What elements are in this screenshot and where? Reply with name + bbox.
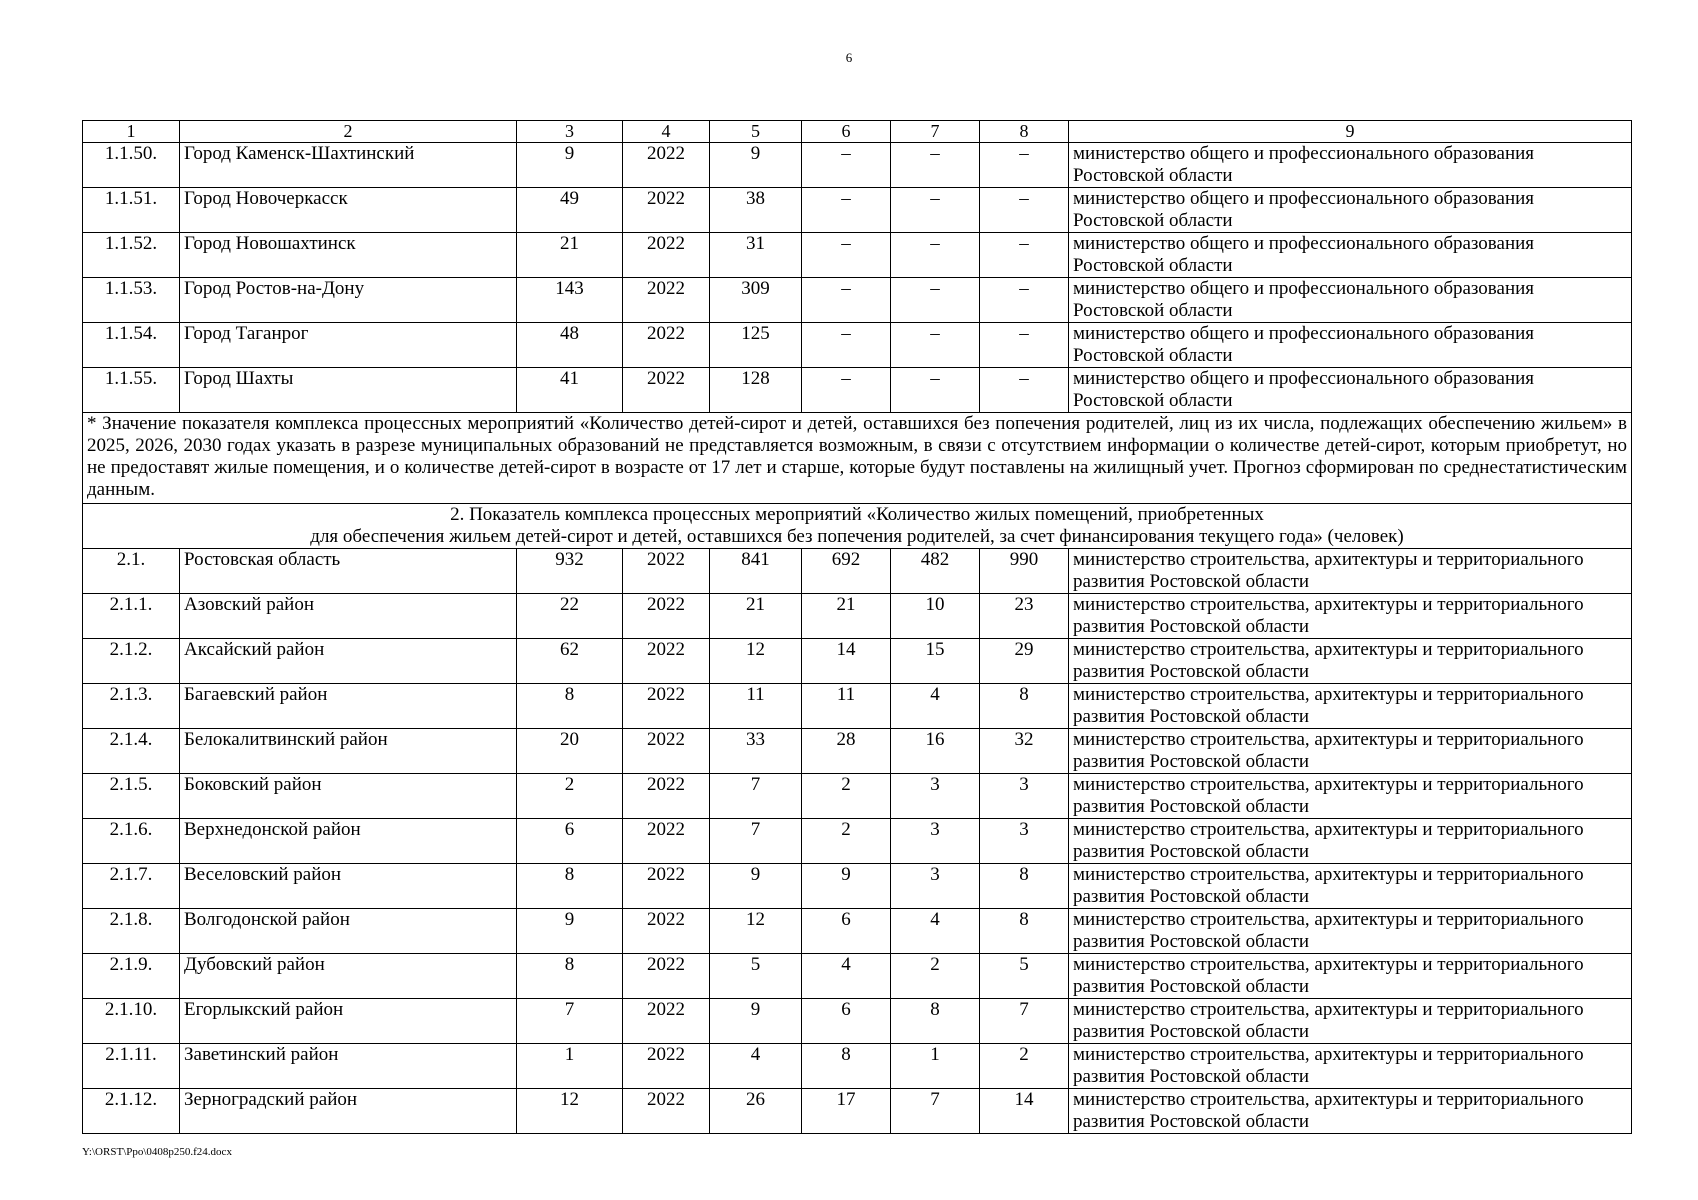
column-number: 1 [83,121,180,143]
row-code: 2.1.3. [83,684,180,729]
value-col-8: 23 [980,594,1069,639]
table-row [83,1089,1632,1134]
value-col-5: 31 [710,233,802,278]
value-col-6: 2 [802,819,891,864]
row-code: 1.1.55. [83,368,180,413]
base-value: 932 [517,549,623,594]
value-col-5: 9 [710,999,802,1044]
row-name: Город Таганрог [180,323,517,368]
value-col-7: 15 [891,639,980,684]
base-year: 2022 [623,954,710,999]
base-year: 2022 [623,594,710,639]
value-col-6: 6 [802,999,891,1044]
responsible-line-1: министерство общего и профессионального образования [1073,188,1535,209]
table-row [83,954,1632,999]
row-code: 1.1.52. [83,233,180,278]
value-col-5: 4 [710,1044,802,1089]
value-col-5: 125 [710,323,802,368]
responsible-line-2: развития Ростовской области [1073,616,1310,637]
value-col-8: 14 [980,1089,1069,1134]
base-year: 2022 [623,639,710,684]
value-col-5: 33 [710,729,802,774]
row-code: 2.1.2. [83,639,180,684]
row-name: Город Новошахтинск [180,233,517,278]
responsible-line-1: министерство общего и профессионального образования [1073,368,1535,389]
value-col-6: 692 [802,549,891,594]
table-row [83,909,1632,954]
value-col-7: 7 [891,1089,980,1134]
value-col-7: – [891,323,980,368]
responsible-line-2: развития Ростовской области [1073,1111,1310,1132]
base-year: 2022 [623,729,710,774]
row-name: Город Ростов-на-Дону [180,278,517,323]
responsible-line-2: Ростовской области [1073,390,1233,411]
responsible-line-2: развития Ростовской области [1073,841,1310,862]
responsible-body [1069,1089,1632,1134]
value-col-6: 6 [802,909,891,954]
base-year: 2022 [623,323,710,368]
column-number-row [83,121,1632,143]
value-col-6: – [802,188,891,233]
base-year: 2022 [623,278,710,323]
value-col-5: 11 [710,684,802,729]
table-row [83,639,1632,684]
value-col-6: 4 [802,954,891,999]
value-col-6: – [802,233,891,278]
responsible-line-1: министерство строительства, архитектуры и территориального [1073,819,1584,840]
base-value: 8 [517,954,623,999]
row-name: Заветинский район [180,1044,517,1089]
value-col-8: 32 [980,729,1069,774]
value-col-8: – [980,188,1069,233]
row-code: 2.1. [83,549,180,594]
value-col-8: – [980,323,1069,368]
responsible-body [1069,909,1632,954]
base-value: 49 [517,188,623,233]
value-col-7: 3 [891,819,980,864]
responsible-line-2: развития Ростовской области [1073,571,1310,592]
responsible-line-1: министерство общего и профессионального образования [1073,323,1535,344]
value-col-7: – [891,233,980,278]
responsible-line-2: развития Ростовской области [1073,751,1310,772]
responsible-body [1069,954,1632,999]
section-title [83,504,1632,549]
responsible-line-2: Ростовской области [1073,255,1233,276]
value-col-7: 16 [891,729,980,774]
base-year: 2022 [623,188,710,233]
responsible-line-2: развития Ростовской области [1073,1021,1310,1042]
file-path-footer: Y:\ORST\Ppo\0408p250.f24.docx [82,1146,232,1158]
value-col-8: 8 [980,909,1069,954]
base-year: 2022 [623,774,710,819]
row-name: Боковский район [180,774,517,819]
row-code: 2.1.8. [83,909,180,954]
table-row [83,368,1632,413]
row-code: 2.1.1. [83,594,180,639]
table-row [83,594,1632,639]
value-col-8: – [980,143,1069,188]
row-code: 2.1.6. [83,819,180,864]
base-year: 2022 [623,549,710,594]
value-col-6: 8 [802,1044,891,1089]
value-col-8: 2 [980,1044,1069,1089]
value-col-7: 4 [891,684,980,729]
value-col-7: 8 [891,999,980,1044]
value-col-6: 11 [802,684,891,729]
base-value: 12 [517,1089,623,1134]
value-col-8: – [980,233,1069,278]
row-name: Зерноградский район [180,1089,517,1134]
value-col-8: 8 [980,864,1069,909]
row-code: 2.1.9. [83,954,180,999]
row-code: 1.1.54. [83,323,180,368]
responsible-body [1069,278,1632,323]
row-code: 1.1.53. [83,278,180,323]
value-col-7: 3 [891,774,980,819]
responsible-body [1069,549,1632,594]
value-col-6: 28 [802,729,891,774]
responsible-body [1069,233,1632,278]
table-row [83,233,1632,278]
responsible-line-2: развития Ростовской области [1073,886,1310,907]
value-col-7: 4 [891,909,980,954]
responsible-body [1069,1044,1632,1089]
value-col-6: – [802,368,891,413]
responsible-line-1: министерство строительства, архитектуры и территориального [1073,1044,1584,1065]
column-number: 3 [517,121,623,143]
value-col-7: – [891,278,980,323]
base-year: 2022 [623,368,710,413]
row-code: 2.1.7. [83,864,180,909]
responsible-line-1: министерство строительства, архитектуры и территориального [1073,999,1584,1020]
responsible-body [1069,819,1632,864]
responsible-line-2: Ростовской области [1073,165,1233,186]
responsible-body [1069,999,1632,1044]
base-value: 143 [517,278,623,323]
row-name: Город Новочеркасск [180,188,517,233]
base-year: 2022 [623,143,710,188]
row-code: 2.1.5. [83,774,180,819]
responsible-body [1069,774,1632,819]
base-value: 2 [517,774,623,819]
value-col-5: 12 [710,909,802,954]
row-name: Город Каменск-Шахтинский [180,143,517,188]
responsible-line-1: министерство строительства, архитектуры и территориального [1073,1089,1584,1110]
base-value: 9 [517,909,623,954]
table-row [83,1044,1632,1089]
value-col-8: 5 [980,954,1069,999]
value-col-5: 21 [710,594,802,639]
responsible-body [1069,594,1632,639]
responsible-body [1069,684,1632,729]
value-col-7: – [891,188,980,233]
table-row [83,549,1632,594]
value-col-5: 12 [710,639,802,684]
table-row [83,999,1632,1044]
responsible-body [1069,368,1632,413]
table-row [83,729,1632,774]
responsible-line-2: Ростовской области [1073,210,1233,231]
value-col-5: 5 [710,954,802,999]
table-row [83,819,1632,864]
section-header-row [83,504,1632,549]
value-col-6: 21 [802,594,891,639]
base-value: 20 [517,729,623,774]
row-code: 2.1.11. [83,1044,180,1089]
responsible-line-2: Ростовской области [1073,300,1233,321]
table-row [83,323,1632,368]
row-code: 2.1.10. [83,999,180,1044]
value-col-6: – [802,323,891,368]
row-name: Город Шахты [180,368,517,413]
value-col-8: 3 [980,774,1069,819]
base-year: 2022 [623,864,710,909]
value-col-5: 7 [710,819,802,864]
value-col-7: 1 [891,1044,980,1089]
value-col-5: 309 [710,278,802,323]
base-value: 21 [517,233,623,278]
value-col-6: 2 [802,774,891,819]
column-number: 9 [1069,121,1632,143]
base-value: 41 [517,368,623,413]
responsible-line-1: министерство общего и профессионального образования [1073,278,1535,299]
responsible-body [1069,864,1632,909]
value-col-7: – [891,143,980,188]
base-value: 8 [517,864,623,909]
responsible-line-2: развития Ростовской области [1073,706,1310,727]
base-year: 2022 [623,684,710,729]
responsible-body [1069,729,1632,774]
column-number: 5 [710,121,802,143]
page-number: 6 [845,50,853,65]
value-col-8: – [980,368,1069,413]
column-number: 7 [891,121,980,143]
table-body [83,121,1632,1134]
responsible-line-1: министерство строительства, архитектуры и территориального [1073,774,1584,795]
responsible-line-2: развития Ростовской области [1073,1066,1310,1087]
table-row [83,143,1632,188]
row-name: Веселовский район [180,864,517,909]
row-name: Дубовский район [180,954,517,999]
base-year: 2022 [623,819,710,864]
responsible-line-2: развития Ростовской области [1073,796,1310,817]
table-row [83,864,1632,909]
row-name: Белокалитвинский район [180,729,517,774]
row-code: 2.1.12. [83,1089,180,1134]
base-value: 6 [517,819,623,864]
responsible-line-1: министерство строительства, архитектуры и территориального [1073,864,1584,885]
row-name: Егорлыкский район [180,999,517,1044]
base-year: 2022 [623,233,710,278]
value-col-7: 3 [891,864,980,909]
base-year: 2022 [623,1044,710,1089]
row-name: Ростовская область [180,549,517,594]
indicator-table [82,120,1632,1134]
value-col-6: 9 [802,864,891,909]
value-col-5: 9 [710,864,802,909]
value-col-5: 7 [710,774,802,819]
value-col-7: – [891,368,980,413]
row-name: Аксайский район [180,639,517,684]
responsible-line-1: министерство строительства, архитектуры и территориального [1073,954,1584,975]
column-number: 4 [623,121,710,143]
base-value: 1 [517,1044,623,1089]
value-col-5: 841 [710,549,802,594]
base-value: 48 [517,323,623,368]
value-col-8: – [980,278,1069,323]
value-col-6: 17 [802,1089,891,1134]
responsible-line-1: министерство строительства, архитектуры и территориального [1073,549,1584,570]
responsible-body [1069,639,1632,684]
responsible-body [1069,323,1632,368]
row-name: Азовский район [180,594,517,639]
value-col-8: 29 [980,639,1069,684]
row-code: 2.1.4. [83,729,180,774]
table-row [83,684,1632,729]
value-col-7: 482 [891,549,980,594]
value-col-8: 8 [980,684,1069,729]
base-year: 2022 [623,909,710,954]
value-col-6: – [802,143,891,188]
value-col-5: 9 [710,143,802,188]
value-col-7: 2 [891,954,980,999]
base-value: 8 [517,684,623,729]
base-value: 9 [517,143,623,188]
column-number: 6 [802,121,891,143]
table-row [83,774,1632,819]
responsible-body [1069,143,1632,188]
responsible-line-2: развития Ростовской области [1073,931,1310,952]
value-col-8: 990 [980,549,1069,594]
footnote: * Значение показателя комплекса процессных мероприятий «Количество детей-сирот и детей, оставшихся без попечения родителей, лиц из их числа, подлежащих обеспечению жильем» в 2025, 2026, 2030 годах указать в разрезе муниципальных образований не представляется возможным, в связи с отсутствием информации о количестве детей-сирот, которым приобретут, но не предоставят жилые помещения, и о количестве детей-сирот в возрасте от 17 лет и старше, которые будут поставлены на жилищный учет. Прогноз сформирован по среднестатистическим данным. [83,413,1632,504]
table-row [83,278,1632,323]
base-value: 22 [517,594,623,639]
responsible-line-1: министерство общего и профессионального образования [1073,143,1535,164]
base-year: 2022 [623,1089,710,1134]
responsible-line-2: развития Ростовской области [1073,661,1310,682]
base-year: 2022 [623,999,710,1044]
base-value: 7 [517,999,623,1044]
row-name: Волгодонской район [180,909,517,954]
footnote-row [83,413,1632,504]
row-name: Верхнедонской район [180,819,517,864]
responsible-line-1: министерство строительства, архитектуры и территориального [1073,639,1584,660]
value-col-6: 14 [802,639,891,684]
responsible-line-1: министерство строительства, архитектуры и территориального [1073,684,1584,705]
value-col-8: 3 [980,819,1069,864]
responsible-line-1: министерство строительства, архитектуры и территориального [1073,729,1584,750]
row-code: 1.1.51. [83,188,180,233]
value-col-6: – [802,278,891,323]
value-col-5: 26 [710,1089,802,1134]
value-col-5: 128 [710,368,802,413]
value-col-7: 10 [891,594,980,639]
row-name: Багаевский район [180,684,517,729]
responsible-line-2: развития Ростовской области [1073,976,1310,997]
responsible-line-2: Ростовской области [1073,345,1233,366]
row-code: 1.1.50. [83,143,180,188]
section-title-line-2: для обеспечения жильем детей-сирот и детей, оставшихся без попечения родителей, за счет финансирования текущего года» (человек) [310,526,1404,547]
value-col-5: 38 [710,188,802,233]
responsible-line-1: министерство общего и профессионального образования [1073,233,1535,254]
column-number: 8 [980,121,1069,143]
value-col-8: 7 [980,999,1069,1044]
responsible-line-1: министерство строительства, архитектуры и территориального [1073,909,1584,930]
responsible-line-1: министерство строительства, архитектуры и территориального [1073,594,1584,615]
base-value: 62 [517,639,623,684]
section-title-line-1: 2. Показатель комплекса процессных мероприятий «Количество жилых помещений, приобретенных [450,504,1264,525]
column-number: 2 [180,121,517,143]
table-row [83,188,1632,233]
responsible-body [1069,188,1632,233]
